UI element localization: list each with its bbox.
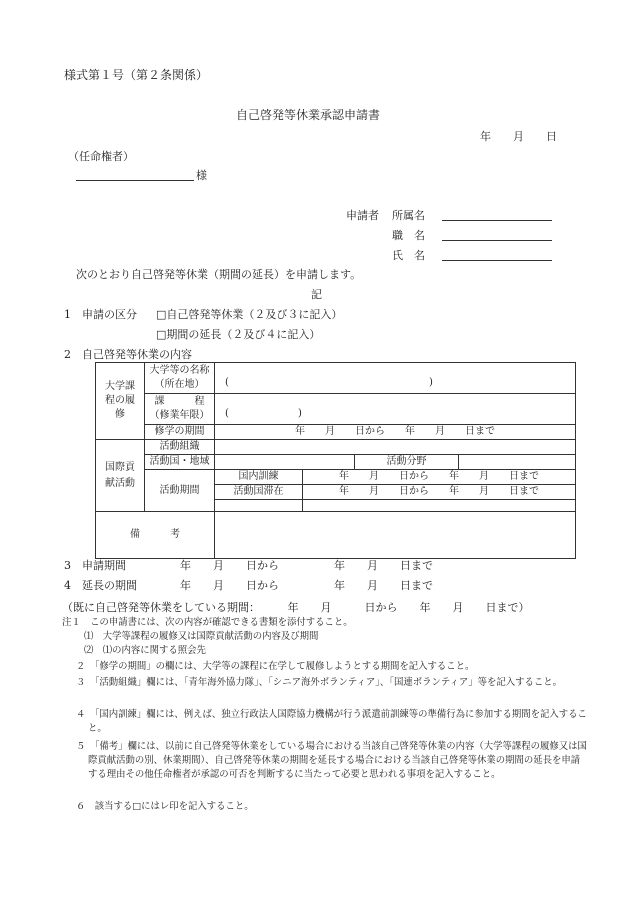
- existing-leave-period[interactable]: （既に自己啓発等休業をしている期間： 年 月 日から 年 月 日まで）: [62, 601, 530, 614]
- position-label: 職 名: [392, 229, 425, 242]
- activity-country-field[interactable]: [215, 455, 355, 470]
- domestic-training-field[interactable]: 年 月 日から 年 月 日まで: [303, 470, 576, 485]
- honorific: 様: [196, 169, 207, 182]
- remarks-field[interactable]: [215, 512, 576, 559]
- note-1: 注１ この申請書には、次の内容が確認できる書類を添付すること。: [62, 617, 353, 628]
- section3-label: 3 申請期間: [64, 559, 126, 572]
- study-period-field[interactable]: 年 月 日から 年 月 日まで: [215, 425, 576, 440]
- section3-field[interactable]: 年 月 日から 年 月 日まで: [180, 559, 433, 572]
- course-years-text: （修業年限）: [149, 410, 210, 421]
- remarks-label: 備 考: [96, 512, 215, 559]
- applicant-label: 申請者: [346, 209, 379, 222]
- note-2: ２ 「修学の期間」の欄には、大学等の課程に在学して履修しようとする期間を記入すること。: [76, 661, 475, 672]
- univ-name-field[interactable]: [215, 363, 576, 394]
- appointer-name-line[interactable]: [76, 180, 194, 181]
- affiliation-field[interactable]: [442, 220, 552, 221]
- note-1a: ⑴ 大学等課程の履修又は国際貢献活動の内容及び期間: [84, 631, 319, 642]
- document-title: 自己啓発等休業承認申請書: [236, 108, 381, 122]
- activity-field-field[interactable]: [459, 455, 576, 470]
- domestic-training-label: 国内訓練: [215, 470, 303, 485]
- appointer-label: （任命権者）: [68, 150, 134, 163]
- name-label: 氏 名: [392, 249, 425, 262]
- study-period-label: 修学の期間: [145, 425, 215, 440]
- ki-label: 記: [311, 288, 322, 301]
- position-field[interactable]: [442, 240, 552, 241]
- course-label: [145, 394, 215, 425]
- section2-label: 2 自己啓発等休業の内容: [64, 348, 192, 361]
- univ-name-text: 大学等の名称: [149, 365, 210, 376]
- note-6: ６ 該当する□にはレ印を記入すること。: [76, 801, 254, 812]
- section4-label: 4 延長の期間: [64, 579, 137, 592]
- blank-period-field[interactable]: [303, 500, 576, 512]
- abroad-stay-label: 活動国滞在: [215, 485, 303, 500]
- blank-cell: [215, 500, 303, 512]
- course-text: 課 程: [154, 396, 205, 407]
- name-field[interactable]: [442, 260, 552, 261]
- date-field[interactable]: 年 月 日: [480, 130, 557, 143]
- section4-field[interactable]: 年 月 日から 年 月 日まで: [180, 579, 433, 592]
- leave-content-table: [95, 362, 576, 559]
- note-5: ５ 「備考」欄には、以前に自己啓発等休業をしている場合における当該自己啓発等休業の内容（大学等課程の履修又は国際貢献活動の別、休業期間）、自己啓発等休業の期間を延長する場合における当該自己啓発等休業の期間の延長を申請する理由その他任命権者が承認の可否を判断するに当たって必要と思われる事項を記入すること。: [76, 741, 587, 780]
- univ-location-text: （所在地）: [154, 379, 205, 390]
- course-field[interactable]: [215, 394, 576, 425]
- option-new-leave[interactable]: □自己啓発等休業（２及び３に記入）: [156, 308, 343, 321]
- option-extension[interactable]: □期間の延長（２及び４に記入）: [156, 328, 321, 341]
- note-1b: ⑵ ⑴の内容に関する照会先: [84, 645, 206, 656]
- univ-name-label: [145, 363, 215, 394]
- note-3: ３ 「活動組織」欄には、「青年海外協力隊」、「シニア海外ボランティア」、「国連ボランティア」等を記入すること。: [76, 677, 562, 688]
- paren-close: ): [429, 377, 433, 388]
- affiliation-label: 所属名: [392, 209, 425, 222]
- intl-group-label: 国際貢献活動: [96, 440, 145, 512]
- section1-label: 1 申請の区分: [64, 308, 137, 321]
- activity-field-label: 活動分野: [355, 455, 459, 470]
- paren-open: (: [225, 377, 229, 388]
- note-4: ４ 「国内訓練」欄には、例えば、独立行政法人国際協力機構が行う派遣前訓練等の準備行為に参加する期間を記入すること。: [76, 709, 587, 734]
- abroad-stay-field[interactable]: 年 月 日から 年 月 日まで: [303, 485, 576, 500]
- course-paren-open: (: [225, 408, 229, 419]
- course-paren-close: ): [298, 408, 302, 419]
- activity-period-label: 活動期間: [145, 470, 215, 512]
- activity-org-label: 活動組織: [145, 440, 215, 455]
- univ-group-label: 大学課程の履修: [96, 363, 145, 440]
- form-number: 様式第１号（第２条関係）: [64, 68, 209, 82]
- activity-org-field[interactable]: [215, 440, 576, 455]
- intro-text: 次のとおり自己啓発等休業（期間の延長）を申請します。: [76, 268, 362, 281]
- activity-country-label: 活動国・地域: [145, 455, 215, 470]
